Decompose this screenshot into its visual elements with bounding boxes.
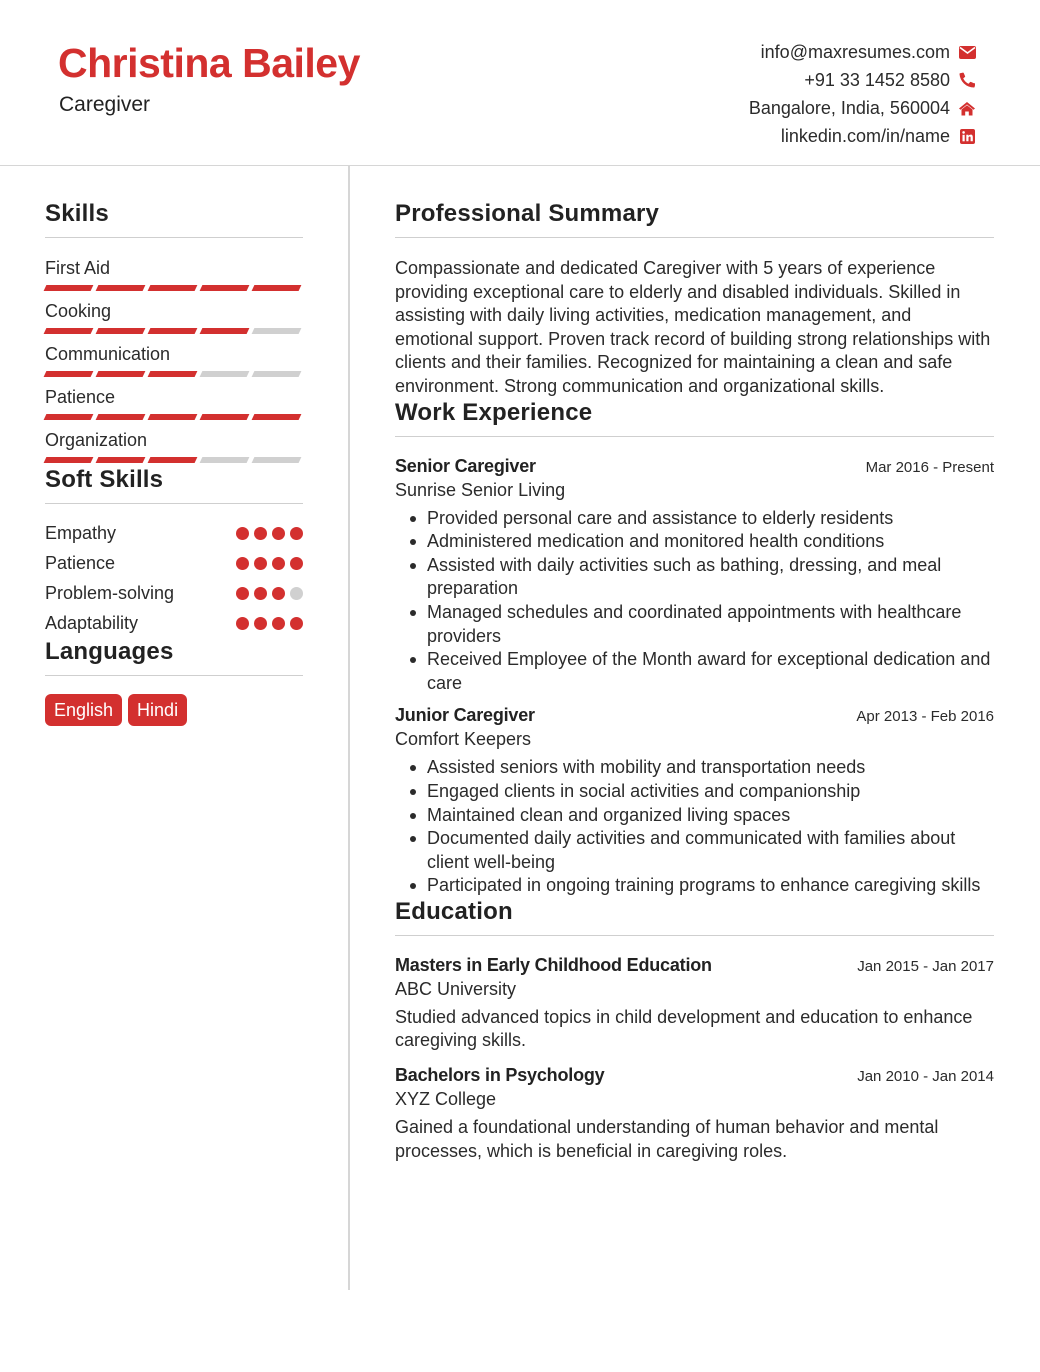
job-company: Sunrise Senior Living (395, 479, 566, 500)
column-divider (348, 166, 350, 1290)
contact-email[interactable] (749, 38, 976, 66)
skill-level-segment (96, 414, 146, 420)
job-title: Senior Caregiver (395, 455, 536, 476)
skill-level-segment (200, 457, 250, 463)
job-dates: Mar 2016 - Present (865, 458, 994, 476)
rating-dot (236, 557, 249, 570)
work-list (395, 456, 994, 898)
rating-dot (236, 587, 249, 600)
soft-skill-item (45, 518, 303, 548)
skill-name: Cooking (45, 301, 112, 321)
skill-level-segment (96, 285, 146, 291)
job-bullet: Assisted seniors with mobility and transportation needs (395, 756, 994, 780)
skill-level-segment (148, 328, 198, 334)
rating-dot (254, 617, 267, 630)
work-entry (395, 705, 994, 898)
skill-name: First Aid (45, 258, 111, 278)
degree-title: Bachelors in Psychology (395, 1065, 605, 1086)
soft-skill-rating (236, 617, 303, 630)
skill-name: Organization (45, 430, 148, 450)
contact-phone-text: +91 33 1452 8580 (804, 70, 950, 90)
rating-dot (272, 617, 285, 630)
summary-text: Compassionate and dedicated Caregiver with 5 years of experience providing exceptional care to elderly and disabled individuals. Skilled in assisting with daily living activities, medication management, and emotional support. Proven track record of building strong relationships with clients and their families. Recognized for maintaining a clean and safe environment. Strong communication and organizational skills. (395, 258, 991, 396)
soft-skill-item (45, 608, 303, 638)
job-bullet: Maintained clean and organized living spaces (395, 804, 994, 828)
resume-header (0, 0, 1040, 166)
skills-title: Skills (45, 200, 303, 238)
summary-title: Professional Summary (395, 200, 994, 238)
language-badge: English (45, 694, 122, 726)
job-bullet: Administered medication and monitored health conditions (395, 530, 994, 554)
skill-level-segment (148, 285, 198, 291)
rating-dot (290, 617, 303, 630)
education-entry-header (395, 955, 994, 976)
soft-skill-item (45, 548, 303, 578)
education-entry (395, 1065, 994, 1163)
skill-level-segment (252, 457, 302, 463)
soft-skill-name: Patience (45, 552, 116, 573)
soft-skills-title: Soft Skills (45, 466, 303, 504)
job-bullet: Documented daily activities and communicated with families about client well-being (395, 827, 994, 874)
soft-skill-name: Problem-solving (45, 582, 175, 603)
skill-level-segment (200, 285, 250, 291)
rating-dot (290, 587, 303, 600)
school-name: ABC University (395, 978, 517, 999)
soft-skill-name: Adaptability (45, 612, 139, 633)
skill-level-segment (252, 371, 302, 377)
skill-level-segment (44, 414, 94, 420)
skill-level-segment (252, 328, 302, 334)
skill-level-segment (44, 285, 94, 291)
skill-level-segment (44, 328, 94, 334)
contact-address-text: Bangalore, India, 560004 (748, 98, 950, 118)
envelope-icon (958, 43, 976, 61)
rating-dot (272, 587, 285, 600)
skill-level-segment (200, 414, 250, 420)
candidate-name: Christina Bailey (58, 40, 360, 86)
job-bullet: Participated in ongoing training programs to enhance caregiving skills (395, 874, 994, 898)
rating-dot (272, 557, 285, 570)
linkedin-icon (958, 127, 976, 145)
skill-name: Patience (45, 387, 116, 407)
skill-level-segment (96, 457, 146, 463)
job-bullet: Engaged clients in social activities and companionship (395, 780, 994, 804)
job-bullet: Received Employee of the Month award for exceptional dedication and care (395, 648, 994, 695)
rating-dot (290, 557, 303, 570)
education-dates: Jan 2015 - Jan 2017 (857, 957, 994, 975)
soft-skill-rating (236, 557, 303, 570)
work-title: Work Experience (395, 399, 994, 437)
rating-dot (272, 527, 285, 540)
skill-level-bar (45, 368, 303, 386)
education-entry-header (395, 1065, 994, 1086)
skill-level-segment (96, 328, 146, 334)
contact-address (749, 94, 976, 122)
contact-list (749, 38, 976, 150)
language-badge: Hindi (128, 694, 187, 726)
job-dates: Apr 2013 - Feb 2016 (856, 708, 994, 726)
sidebar (45, 200, 303, 726)
languages-list (45, 694, 303, 726)
skill-level-bar (45, 411, 303, 429)
job-title: Junior Caregiver (395, 705, 535, 726)
rating-dot (290, 527, 303, 540)
job-bullet: Provided personal care and assistance to elderly residents (395, 507, 994, 531)
soft-skill-rating (236, 527, 303, 540)
soft-skill-item (45, 578, 303, 608)
education-entry (395, 955, 994, 1053)
skill-item (45, 343, 303, 386)
job-bullets (395, 507, 994, 696)
skill-level-bar (45, 325, 303, 343)
education-description: Gained a foundational understanding of human behavior and mental processes, which is beneficial in caregiving roles. (395, 1117, 939, 1161)
candidate-role: Caregiver (59, 93, 151, 116)
skill-level-segment (148, 457, 198, 463)
skill-level-segment (96, 371, 146, 377)
contact-phone[interactable] (749, 66, 976, 94)
education-dates: Jan 2010 - Jan 2014 (857, 1068, 994, 1086)
degree-title: Masters in Early Childhood Education (395, 954, 712, 975)
soft-skills-list (45, 518, 303, 638)
job-bullets (395, 756, 994, 898)
school-name: XYZ College (395, 1089, 497, 1110)
rating-dot (236, 617, 249, 630)
rating-dot (254, 557, 267, 570)
job-bullet: Assisted with daily activities such as bathing, dressing, and meal preparation (395, 554, 994, 601)
rating-dot (236, 527, 249, 540)
education-description: Studied advanced topics in child development and education to enhance caregiving skills. (395, 1006, 973, 1051)
skill-level-segment (200, 371, 250, 377)
job-bullet: Managed schedules and coordinated appointments with healthcare providers (395, 601, 994, 648)
contact-email-text: info@maxresumes.com (760, 42, 950, 62)
work-entry-header (395, 705, 994, 726)
skill-item (45, 257, 303, 300)
home-icon (958, 99, 976, 117)
soft-skill-name: Empathy (45, 522, 117, 543)
skill-item (45, 386, 303, 429)
skill-level-segment (44, 457, 94, 463)
phone-icon (958, 71, 976, 89)
education-list (395, 955, 994, 1163)
education-title: Education (395, 898, 994, 936)
skills-list (45, 257, 303, 472)
rating-dot (254, 527, 267, 540)
job-company: Comfort Keepers (395, 729, 532, 750)
work-entry-header (395, 456, 994, 477)
skill-level-segment (148, 414, 198, 420)
soft-skill-rating (236, 587, 303, 600)
skill-item (45, 300, 303, 343)
skill-name: Communication (45, 344, 171, 364)
rating-dot (254, 587, 267, 600)
work-entry (395, 456, 994, 696)
main-content (395, 200, 994, 1163)
skill-level-segment (148, 371, 198, 377)
languages-title: Languages (45, 638, 303, 676)
skill-level-bar (45, 282, 303, 300)
contact-linkedin-text: linkedin.com/in/name (780, 126, 950, 146)
skill-level-segment (252, 414, 302, 420)
skill-level-segment (200, 328, 250, 334)
skill-level-segment (44, 371, 94, 377)
contact-linkedin[interactable] (749, 122, 976, 150)
skill-level-segment (252, 285, 302, 291)
